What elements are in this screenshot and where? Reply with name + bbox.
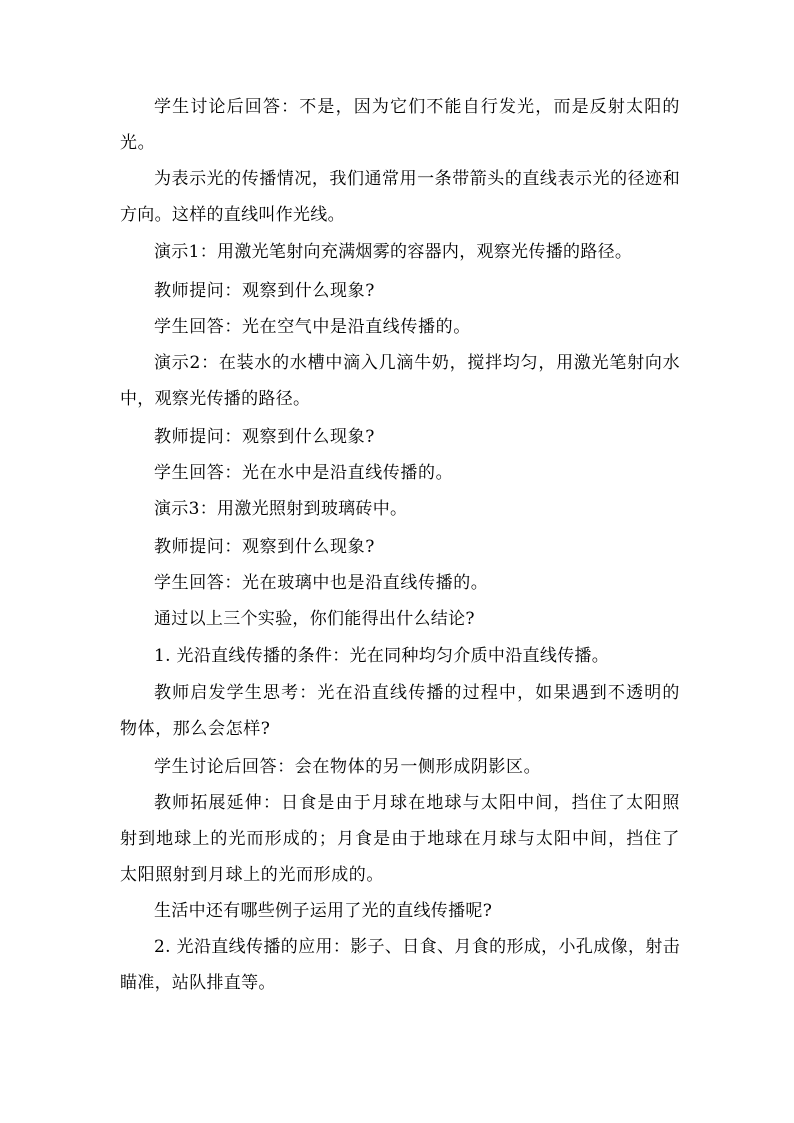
- paragraph-teacher-question-2: 教师提问：观察到什么现象?: [154, 427, 375, 447]
- paragraph-teacher-question-3: 教师提问：观察到什么现象?: [154, 537, 375, 557]
- paragraph-applications: 2. 光沿直线传播的应用：影子、日食、月食的形成，小孔成像，射击瞄准，站队排直等。: [120, 937, 680, 993]
- paragraph-demo-2: 演示2：在装水的水槽中滴入几滴牛奶，搅拌均匀，用激光笔射向水中，观察光传播的路径。: [120, 353, 680, 409]
- paragraph-teacher-prompt: 教师启发学生思考：光在沿直线传播的过程中，如果遇到不透明的物体，那么会怎样?: [120, 683, 680, 739]
- paragraph-conclusion-question: 通过以上三个实验，你们能得出什么结论?: [154, 609, 475, 629]
- paragraph-demo-3: 演示3：用激光照射到玻璃砖中。: [154, 499, 408, 519]
- paragraph-life-examples-question: 生活中还有哪些例子运用了光的直线传播呢?: [154, 901, 493, 921]
- paragraph-student-answer-4: 学生回答：光在玻璃中也是沿直线传播的。: [154, 573, 489, 593]
- paragraph-student-answer-1: 学生讨论后回答：不是，因为它们不能自行发光，而是反射太阳的光。: [120, 97, 680, 153]
- paragraph-teacher-extension: 教师拓展延伸：日食是由于月球在地球与太阳中间，挡住了太阳照射到地球上的光而形成的；月食是由于地球在月球与太阳中间，挡住了太阳照射到月球上的光而形成的。: [120, 793, 680, 885]
- paragraph-student-answer-5: 学生讨论后回答：会在物体的另一侧形成阴影区。: [154, 757, 542, 777]
- paragraph-light-ray-definition: 为表示光的传播情况，我们通常用一条带箭头的直线表示光的径迹和方向。这样的直线叫作光线。: [120, 169, 680, 225]
- paragraph-student-answer-2: 学生回答：光在空气中是沿直线传播的。: [154, 317, 471, 337]
- paragraph-condition: 1. 光沿直线传播的条件：光在同种均匀介质中沿直线传播。: [154, 646, 610, 666]
- paragraph-teacher-question-1: 教师提问：观察到什么现象?: [154, 281, 375, 301]
- paragraph-demo-1: 演示1：用激光笔射向充满烟雾的容器内，观察光传播的路径。: [154, 242, 633, 262]
- paragraph-student-answer-3: 学生回答：光在水中是沿直线传播的。: [154, 463, 454, 483]
- document-page: [120, 0, 680, 1123]
